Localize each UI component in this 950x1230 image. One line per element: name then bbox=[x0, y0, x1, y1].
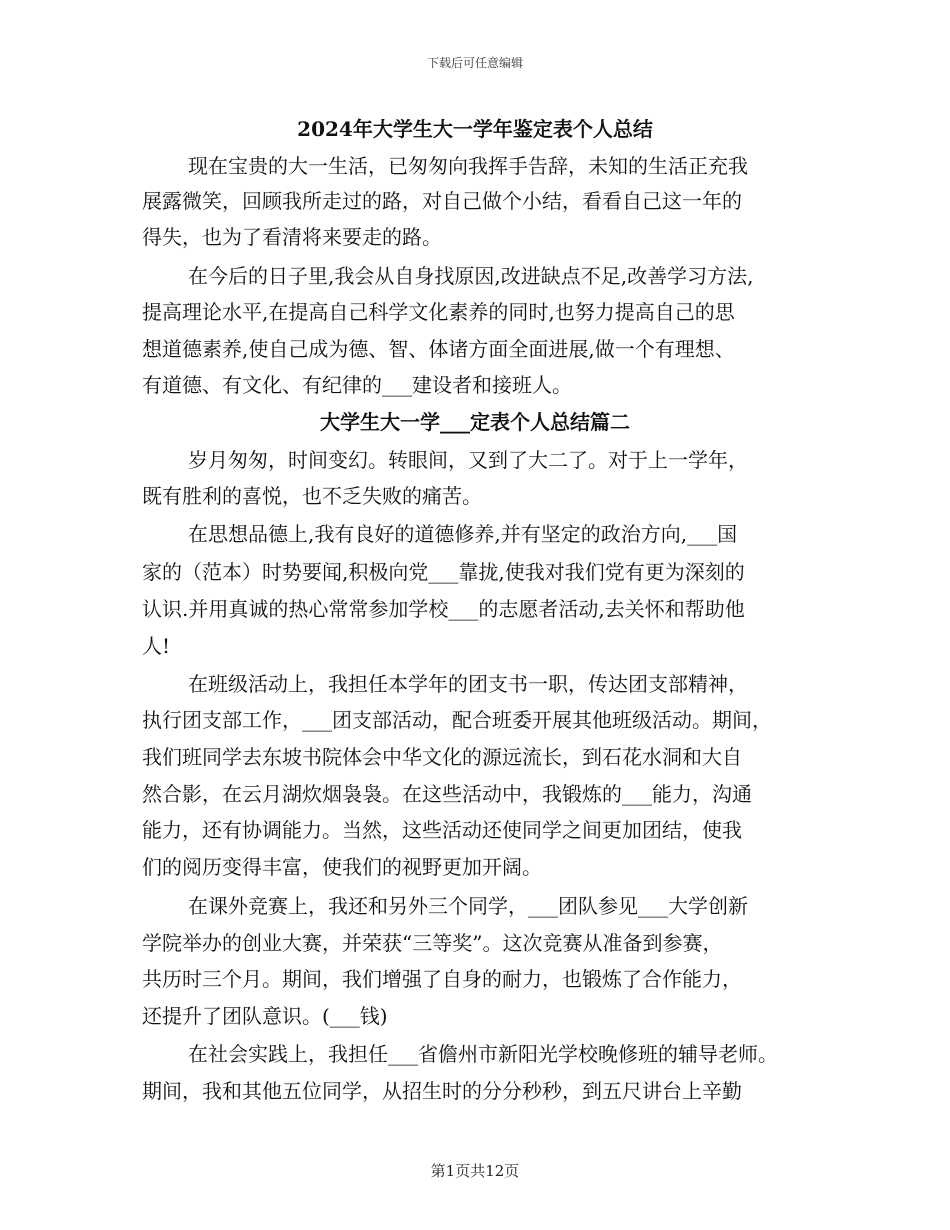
paragraph-line: 们的阅历变得丰富，使我们的视野更加开阔。 bbox=[142, 855, 542, 879]
paragraph-line: 然合影，在云月湖炊烟袅袅。在这些活动中，我锻炼的___能力，沟通 bbox=[142, 782, 752, 806]
paragraph-line: 岁月匆匆，时间变幻。转眼间，又到了大二了。对于上一学年， bbox=[188, 448, 748, 472]
paragraph-line: 既有胜利的喜悦，也不乏失败的痛苦。 bbox=[142, 484, 482, 508]
paragraph-line: 期间，我和其他五位同学，从招生时的分分秒秒，到五尺讲台上辛勤 bbox=[142, 1079, 742, 1103]
paragraph-line: 在思想品德上,我有良好的道德修养,并有坚定的政治方向,___国 bbox=[188, 522, 738, 546]
paragraph-line: 学院举办的创业大赛，并荣获“三等奖”。这次竞赛从准备到参赛， bbox=[142, 931, 723, 955]
paragraph-line: 在社会实践上，我担任___省儋州市新阳光学校晚修班的辅导老师。 bbox=[188, 1042, 778, 1066]
paragraph-line: 想道德素养,使自己成为德、智、体诸方面全面进展,做一个有理想、 bbox=[142, 337, 735, 361]
section-title: 大学生大一学___定表个人总结篇二 bbox=[320, 410, 630, 434]
paragraph-line: 认识.并用真诚的热心常常参加学校___的志愿者活动,去关怀和帮助他 bbox=[142, 597, 745, 621]
paragraph-line: 我们班同学去东坡书院体会中华文化的源远流长，到石花水洞和大自 bbox=[142, 745, 742, 769]
header-note: 下载后可任意编辑 bbox=[426, 56, 523, 70]
paragraph-line: 能力，还有协调能力。当然，这些活动还使同学之间更加团结，使我 bbox=[142, 818, 742, 842]
page-number: 第1页共12页 bbox=[430, 1162, 520, 1180]
paragraph-line: 共历时三个月。期间，我们增强了自身的耐力，也锻炼了合作能力， bbox=[142, 967, 742, 991]
paragraph-line: 在班级活动上，我担任本学年的团支书一职，传达团支部精神， bbox=[188, 672, 748, 696]
paragraph-line: 还提升了团队意识。(___钱) bbox=[142, 1004, 388, 1028]
paragraph-line: 执行团支部工作，___团支部活动，配合班委开展其他班级活动。期间， bbox=[142, 708, 772, 732]
paragraph-line: 在今后的日子里,我会从自身找原因,改进缺点不足,改善学习方法, bbox=[188, 264, 754, 288]
paragraph-line: 有道德、有文化、有纪律的___建设者和接班人。 bbox=[142, 373, 572, 397]
paragraph-line: 提高理论水平,在提高自己科学文化素养的同时,也努力提高自己的思 bbox=[142, 300, 735, 324]
document-title: 2024年大学生大一学年鉴定表个人总结 bbox=[297, 117, 653, 141]
paragraph-line: 在课外竞赛上，我还和另外三个同学，___团队参见___大学创新 bbox=[188, 894, 748, 918]
paragraph-line: 得失，也为了看清将来要走的路。 bbox=[142, 225, 442, 249]
paragraph-line: 人! bbox=[142, 634, 171, 658]
paragraph-line: 家的（范本）时势要闻,积极向党___靠拢,使我对我们党有更为深刻的 bbox=[142, 560, 745, 584]
paragraph-line: 展露微笑，回顾我所走过的路，对自己做个小结，看看自己这一年的 bbox=[142, 189, 742, 213]
paragraph-line: 现在宝贵的大一生活，已匆匆向我挥手告辞，未知的生活正充我 bbox=[188, 154, 748, 178]
